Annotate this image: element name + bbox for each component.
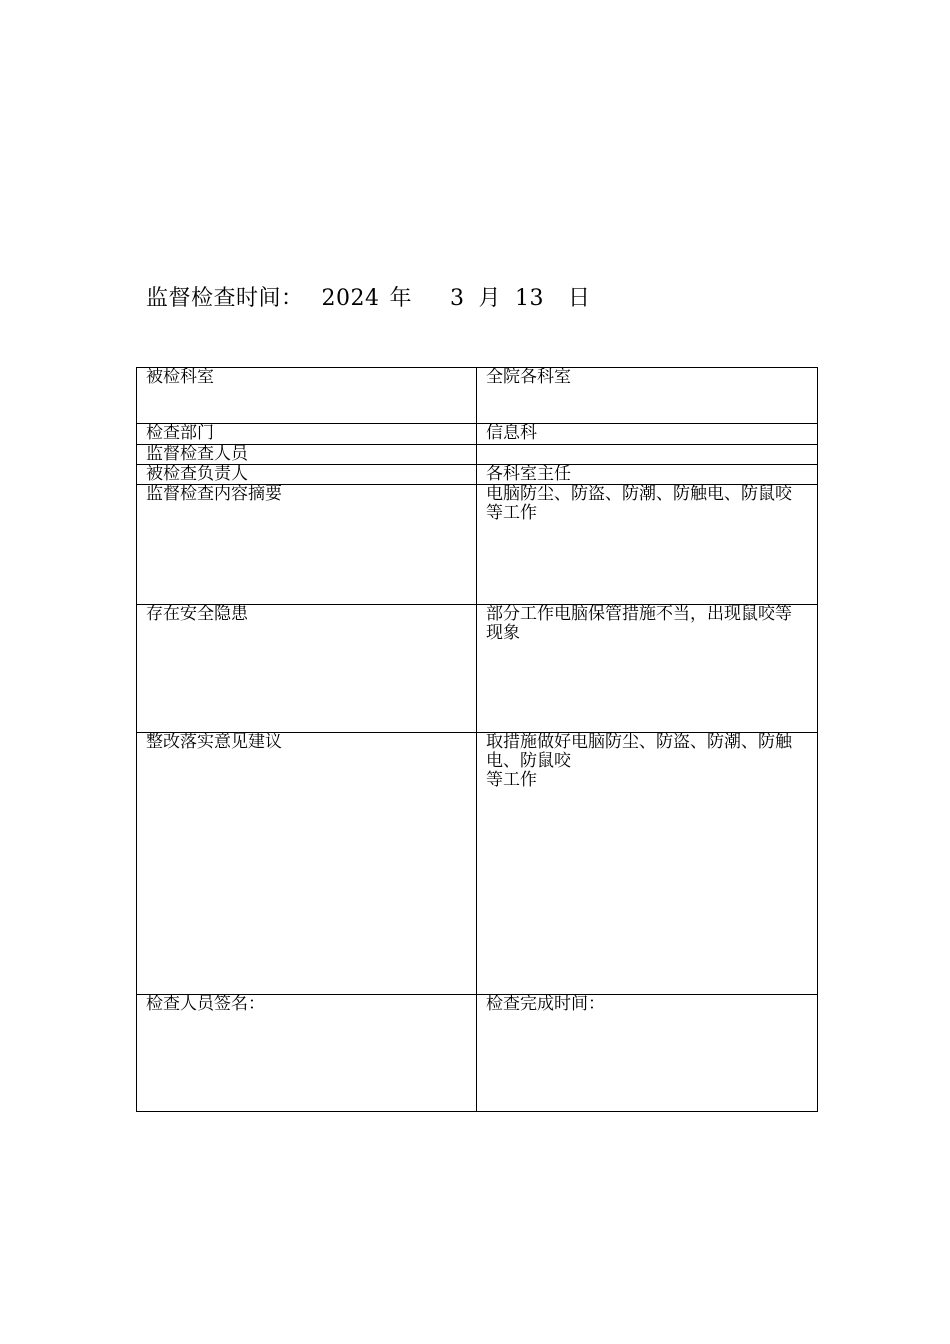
- table-row: [137, 485, 818, 605]
- row-label-safety-hazards: 存在安全隐患: [137, 605, 477, 733]
- value-line: 全院各科室: [486, 367, 571, 387]
- row-value-responsible-person: [477, 465, 818, 485]
- row-label-inspectors: 监督检查人员: [137, 445, 477, 465]
- value-line: 信息科: [486, 423, 537, 443]
- date-year-unit: 年: [389, 286, 413, 311]
- inspection-date-heading: [146, 284, 591, 314]
- completion-time-cell: [477, 995, 818, 1112]
- row-value-inspected-department: [477, 368, 818, 424]
- date-month-unit: 月: [478, 286, 502, 311]
- value-line: 等工作: [486, 770, 537, 790]
- table-row: [137, 995, 818, 1112]
- row-value-safety-hazards: [477, 605, 818, 733]
- inspection-record-table: [136, 367, 818, 1112]
- table-row: [137, 733, 818, 995]
- value-line: 取措施做好电脑防尘、防盗、防潮、防触电、防鼠咬: [486, 732, 792, 771]
- date-day-unit: 日: [568, 286, 591, 311]
- table-row: [137, 368, 818, 424]
- row-label-responsible-person: 被检查负责人: [137, 465, 477, 485]
- value-line: 电脑防尘、防盗、防潮、防触电、防鼠咬: [486, 484, 792, 504]
- row-value-rectification-advice: [477, 733, 818, 995]
- row-value-inspectors: [477, 445, 818, 465]
- inspector-signature-cell: 检查人员签名：: [137, 995, 477, 1112]
- table-row: [137, 465, 818, 485]
- date-label: 监督检查时间：: [146, 286, 304, 311]
- table-row: [137, 605, 818, 733]
- row-label-inspected-department: 被检科室: [137, 368, 477, 424]
- value-line: 检查完成时间：: [486, 994, 605, 1014]
- row-label-inspecting-department: 检查部门: [137, 424, 477, 445]
- value-line: 各科室主任: [486, 464, 571, 484]
- date-month: 3: [450, 286, 465, 311]
- value-line: 部分工作电脑保管措施不当，出现鼠咬等现象: [486, 604, 792, 643]
- row-value-inspecting-department: [477, 424, 818, 445]
- date-day: 13: [515, 286, 545, 311]
- row-label-inspection-summary: 监督检查内容摘要: [137, 485, 477, 605]
- value-line: 等工作: [486, 503, 537, 523]
- date-year: 2024: [321, 286, 380, 311]
- row-label-rectification-advice: 整改落实意见建议: [137, 733, 477, 995]
- table-row: [137, 445, 818, 465]
- row-value-inspection-summary: [477, 485, 818, 605]
- table-row: [137, 424, 818, 445]
